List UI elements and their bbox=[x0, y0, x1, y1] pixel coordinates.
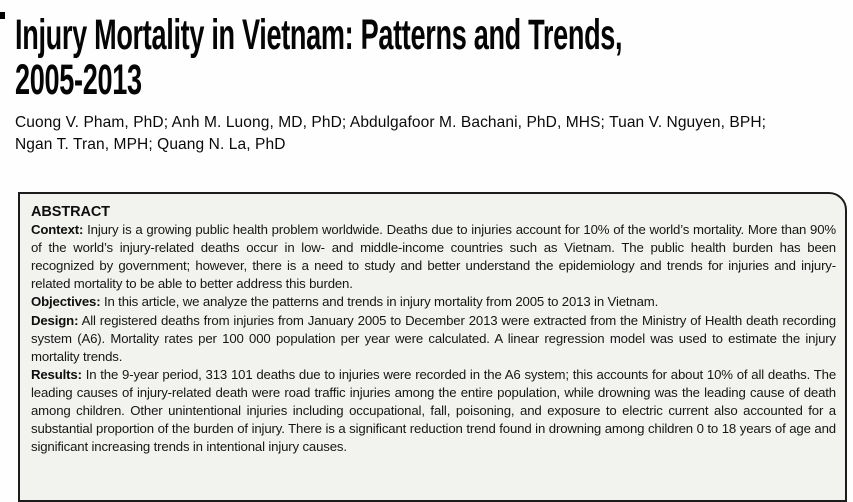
abstract-box bbox=[18, 192, 847, 502]
abstract-heading: ABSTRACT bbox=[31, 204, 110, 220]
authors-line-2: Ngan T. Tran, MPH; Quang N. La, PhD bbox=[15, 136, 286, 153]
abstract-section-objectives bbox=[31, 293, 836, 311]
abstract-section-design-label: Design: bbox=[31, 312, 79, 328]
page-edge-ink-mark bbox=[0, 12, 5, 19]
article-title-line-2: 2005-2013 bbox=[15, 56, 142, 104]
abstract-section-results bbox=[31, 366, 836, 456]
authors-line-1: Cuong V. Pham, PhD; Anh M. Luong, MD, PhD; Abdulgafoor M. Bachani, PhD, MHS; Tuan V. Nguyen, BPH; bbox=[15, 114, 767, 131]
abstract-section-context bbox=[31, 221, 836, 293]
article-title-line-1: Injury Mortality in Vietnam: Patterns and Trends, bbox=[15, 11, 623, 59]
abstract-section-design-text: All registered deaths from injuries from January 2005 to December 2013 were extracted from the Ministry of Health death recording system (A6). Mortality rates per 100 000 population per year were calculated. A linear regression model was used to estimate the injury mortality trends. bbox=[31, 312, 836, 364]
abstract-section-results-label: Results: bbox=[31, 366, 82, 382]
abstract-section-context-label: Context: bbox=[31, 222, 84, 238]
abstract-section-context-text: Injury is a growing public health problem worldwide. Deaths due to injuries account for 10% of the world’s mortality. More than 90% of the world’s injury-related deaths occur in low- and middle-income countries such as Vietnam. The public health burden has been recognized by government; however, there is a need to study and better understand the epidemiology and trends for injuries and injury-related mortality to be able to better address this burden. bbox=[31, 222, 836, 292]
abstract-section-objectives-label: Objectives: bbox=[31, 294, 101, 310]
article-title bbox=[15, 13, 853, 103]
abstract-section-results-text: In the 9-year period, 313 101 deaths due to injuries were recorded in the A6 system; this accounts for about 10% of all deaths. The leading causes of injury-related death were road traffic injuries among the entire population, while drowning was the leading cause of death among children. Other unintentional injuries including occupational, fall, poisoning, and exposure to electric current also accounted for a substantial proportion of the burden of injury. There is a significant reduction trend found in drowning among children 0 to 18 years of age and significant increasing trends in intentional injury causes. bbox=[31, 366, 837, 455]
authors-byline bbox=[15, 112, 789, 156]
abstract-section-objectives-text: In this article, we analyze the patterns and trends in injury mortality from 2005 to 2013 in Vietnam. bbox=[103, 294, 659, 310]
abstract-section-design bbox=[31, 312, 836, 366]
